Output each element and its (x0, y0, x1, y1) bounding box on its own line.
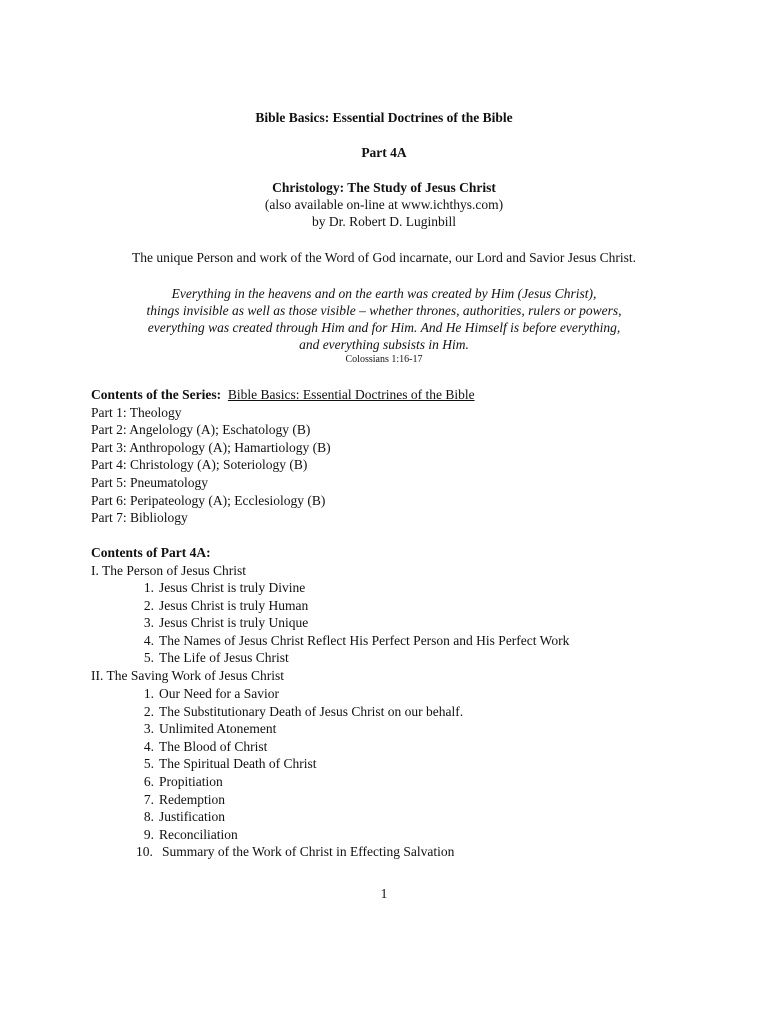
section-title: II. The Saving Work of Jesus Christ (91, 668, 285, 683)
series-contents-heading: Contents of the Series: (91, 387, 222, 402)
series-part-item: Part 6: Peripateology (A); Ecclesiology (B) (91, 492, 326, 508)
availability-note: (also available on-line at www.ichthys.com) (264, 197, 504, 212)
series-part-item: Part 7: Bibliology (91, 510, 188, 526)
summary-line: The unique Person and work of the Word of God incarnate, our Lord and Savior Jesus Christ. (131, 250, 637, 265)
epigraph-line: and everything subsists in Him. (299, 337, 469, 352)
list-item: 10. Summary of the Work of Christ in Effecting Salvation (136, 844, 455, 860)
list-item: 4. The Names of Jesus Christ Reflect His Perfect Person and His Perfect Work (143, 632, 570, 648)
series-name-link[interactable]: Bible Basics: Essential Doctrines of the Bible (227, 387, 475, 402)
section-two-list (136, 685, 463, 861)
series-part-item: Part 4: Christology (A); Soteriology (B) (91, 457, 308, 473)
list-item: 2. The Substitutionary Death of Jesus Christ on our behalf. (143, 703, 464, 719)
list-item: 1. Jesus Christ is truly Divine (143, 580, 306, 595)
list-item: 3. Jesus Christ is truly Unique (143, 615, 309, 631)
series-title: Bible Basics: Essential Doctrines of the Bible (255, 110, 513, 125)
epigraph-line: Everything in the heavens and on the earth was created by Him (Jesus Christ), (171, 286, 597, 301)
part-contents-heading: Contents of Part 4A: (91, 545, 211, 560)
epigraph-line: everything was created through Him and for Him. And He Himself is before everything, (147, 320, 621, 335)
series-part-item: Part 3: Anthropology (A); Hamartiology (B) (91, 439, 331, 455)
list-item: 7. Redemption (143, 791, 225, 807)
series-part-item: Part 1: Theology (91, 404, 182, 420)
list-item: 8. Justification (143, 809, 225, 825)
series-part-item: Part 5: Pneumatology (91, 474, 208, 490)
study-title: Christology: The Study of Jesus Christ (272, 180, 496, 195)
series-contents-heading-line (91, 386, 475, 404)
list-item: 9. Reconciliation (143, 826, 238, 842)
list-item: 2. Jesus Christ is truly Human (143, 597, 309, 613)
list-item: 3. Unlimited Atonement (143, 721, 277, 737)
list-item: 6. Propitiation (143, 773, 223, 789)
part-label: Part 4A (361, 145, 407, 160)
page-number: 1 (380, 886, 388, 901)
list-item: 4. The Blood of Christ (143, 738, 268, 754)
list-item: 5. The Life of Jesus Christ (143, 650, 289, 666)
series-part-item: Part 2: Angelology (A); Eschatology (B) (91, 422, 311, 438)
list-item: 1. Our Need for a Savior (143, 686, 279, 701)
author-line: by Dr. Robert D. Luginbill (312, 214, 456, 229)
section-title: I. The Person of Jesus Christ (91, 563, 246, 578)
list-item: 5. The Spiritual Death of Christ (143, 756, 317, 772)
epigraph-citation: Colossians 1:16-17 (345, 354, 423, 365)
series-contents (91, 386, 475, 527)
epigraph-line: things invisible as well as those visible – whether thrones, authorities, rulers or powers, (146, 303, 622, 318)
section-one-list (136, 579, 569, 667)
